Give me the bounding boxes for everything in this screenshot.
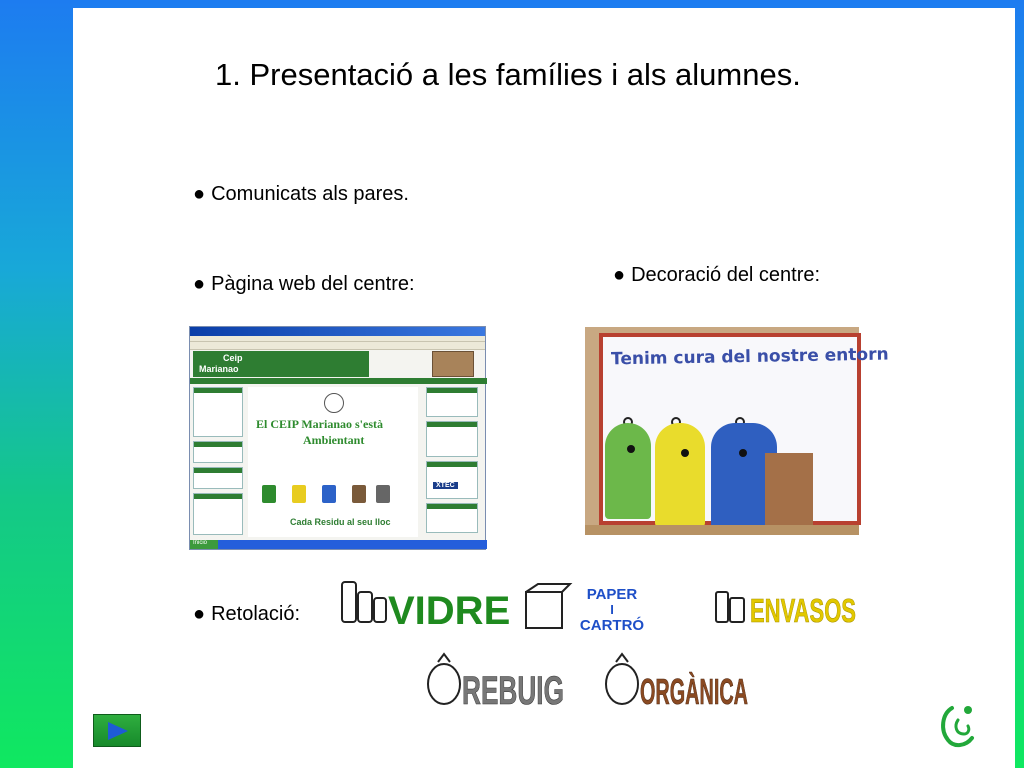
bullet-comunicats-text: Comunicats als pares.: [211, 183, 409, 205]
brown-bin-icon: [352, 485, 366, 503]
cans-icon: [716, 592, 744, 622]
label-organica: [602, 650, 750, 710]
bullet-retolacio: [193, 603, 300, 626]
bullet-dot: ●: [193, 183, 206, 205]
website-headline: El CEIP Marianao s'està: [256, 417, 384, 431]
website-caption: Cada Residu al seu lloc: [290, 517, 391, 527]
start-button: [190, 540, 218, 549]
vidre-text: VIDRE: [388, 589, 511, 633]
website-header-photo: [432, 351, 474, 377]
slide-title: 1. Presentació a les famílies i als alumnes.: [215, 57, 801, 92]
recycling-bins-illustration: [258, 453, 408, 503]
bullet-retolacio-text: Retolació:: [211, 603, 301, 625]
clock-icon: [324, 393, 344, 413]
main-menu-box: [193, 493, 243, 535]
paper-box-icon: [526, 584, 570, 628]
browser-toolbar: [190, 342, 485, 350]
windows-taskbar: [190, 540, 487, 549]
sudoku-box: [193, 387, 243, 437]
browser-titlebar: [190, 327, 485, 336]
board-banner-text: Tenim cura del nostre entorn: [610, 344, 889, 370]
postals-box: [193, 441, 243, 463]
hole-icon: [627, 445, 635, 453]
search-box: [426, 387, 478, 417]
website-left-column: [193, 387, 243, 537]
banner-marianao: Marianao: [199, 364, 239, 374]
school-website-screenshot: [189, 326, 486, 550]
play-triangle-icon: [108, 722, 128, 740]
xtec-badge: XTEC: [433, 482, 458, 489]
start-label: Inicio: [193, 540, 208, 546]
floor: [585, 525, 859, 535]
envasos-text: ENVASOS: [750, 592, 856, 629]
yellow-bin-icon: [292, 485, 306, 503]
next-slide-button[interactable]: [93, 714, 141, 747]
yellow-bag-icon: [655, 423, 705, 527]
label-rebuig: [424, 650, 566, 713]
cardboard-bin-icon: [765, 453, 813, 527]
rebuig-text: REBUIG: [462, 669, 564, 713]
paper-i-text: I: [610, 602, 614, 617]
grey-bin-icon: [376, 485, 390, 503]
bottles-icon: [342, 582, 386, 622]
label-paper-cartro: [522, 582, 672, 634]
links-box: [426, 461, 478, 499]
bullet-web-text: Pàgina web del centre:: [211, 273, 415, 295]
website-navbar: [190, 378, 487, 384]
bullet-dot: ●: [193, 273, 206, 295]
email-box: [193, 467, 243, 489]
trash-bag-icon: [428, 654, 460, 704]
label-envasos: [712, 580, 858, 630]
blue-bin-icon: [322, 485, 336, 503]
website-main-content: [248, 387, 418, 537]
website-right-column: [426, 387, 478, 537]
green-bin-icon: [262, 485, 276, 503]
hole-icon: [739, 449, 747, 457]
clicks-box: [426, 421, 478, 457]
school-data-box: [426, 503, 478, 533]
bullet-decoracio-text: Decoració del centre:: [631, 264, 821, 286]
organica-text: ORGÀNICA: [640, 671, 748, 712]
bulletin-board: [599, 333, 889, 525]
website-headline-2: Ambientant: [303, 433, 365, 447]
banner-ceip: Ceip: [223, 353, 243, 363]
bullet-dot: ●: [613, 264, 626, 286]
website-banner: [193, 351, 369, 377]
school-logo-icon: [938, 700, 980, 750]
organic-bag-icon: [606, 654, 638, 704]
hole-icon: [681, 449, 689, 457]
bullet-comunicats: [193, 183, 409, 206]
cartro-text: CARTRÓ: [579, 617, 645, 634]
bullet-web: [193, 273, 415, 296]
label-vidre: [336, 568, 511, 633]
green-bag-icon: [605, 423, 651, 519]
school-decoration-photo: [585, 327, 889, 535]
bullet-dot: ●: [193, 603, 206, 625]
paper-text: PAPER: [586, 586, 638, 603]
bullet-decoracio: [613, 264, 820, 287]
